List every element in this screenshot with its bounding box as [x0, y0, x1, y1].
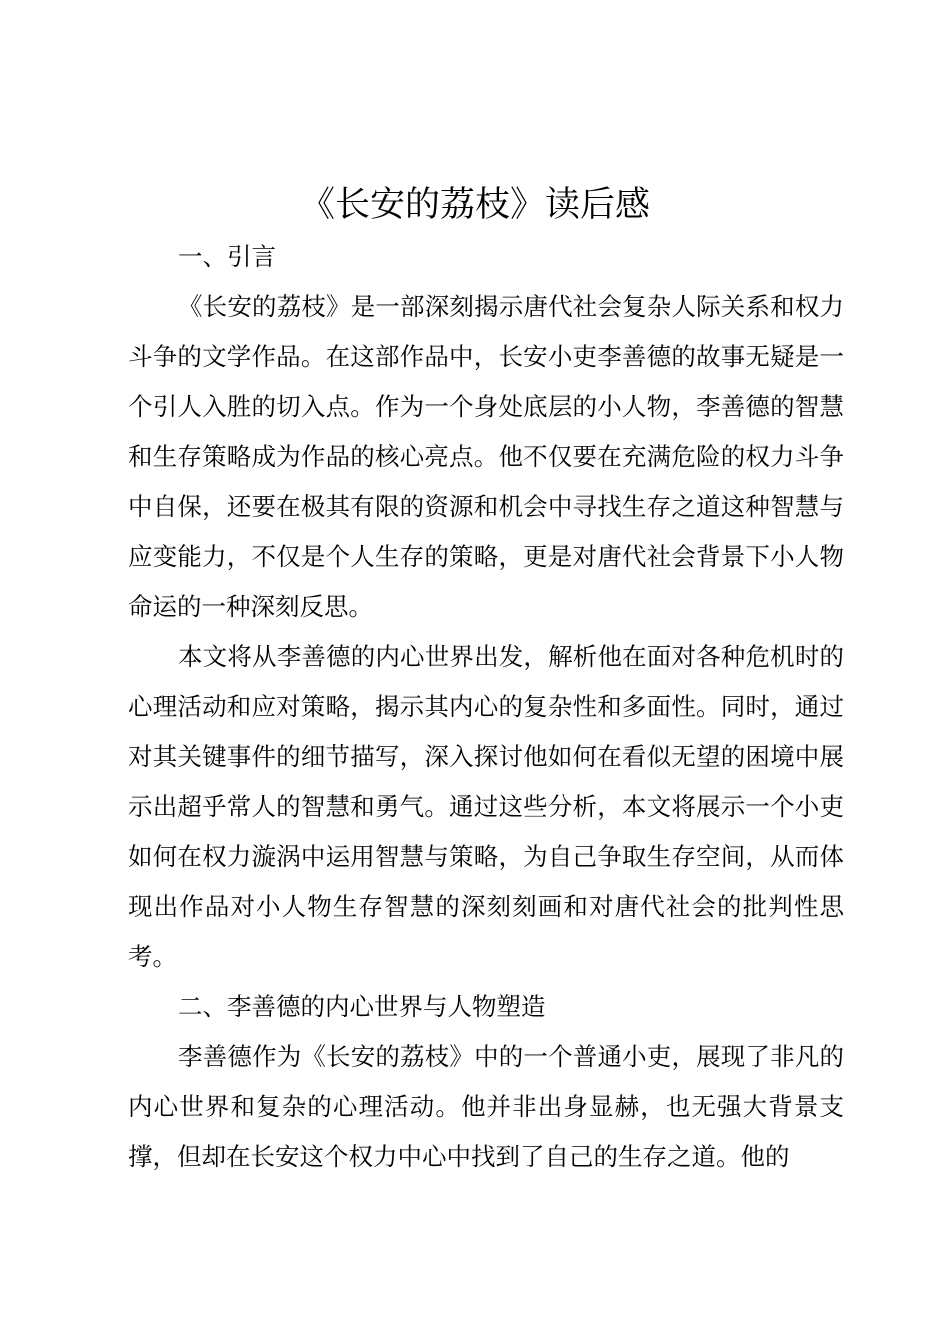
document-title: 《长安的荔枝》读后感 [299, 185, 650, 225]
body-paragraph: 李善德作为《长安的荔枝》中的一个普通小吏，展现了非凡的内心世界和复杂的心理活动。他并非出身显赫，也无强大背景支撑，但却在长安这个权力中心中找到了自己的生存之道。他的 [128, 1042, 844, 1171]
body-paragraph: 《长安的荔枝》是一部深刻揭示唐代社会复杂人际关系和权力斗争的文学作品。在这部作品中，长安小吏李善德的故事无疑是一个引人入胜的切入点。作为一个身处底层的小人物，李善德的智慧和生存策略成为作品的核心亮点。他不仅要在充满危险的权力斗争中自保，还要在极其有限的资源和机会中寻找生存之道这种智慧与应变能力，不仅是个人生存的策略，更是对唐代社会背景下小人物命运的一种深刻反思。 [128, 292, 844, 621]
body-paragraph: 本文将从李善德的内心世界出发，解析他在面对各种危机时的心理活动和应对策略，揭示其内心的复杂性和多面性。同时，通过对其关键事件的细节描写，深入探讨他如何在看似无望的困境中展示出超乎常人的智慧和勇气。通过这些分析，本文将展示一个小吏如何在权力漩涡中运用智慧与策略，为自己争取生存空间，从而体现出作品对小人物生存智慧的深刻刻画和对唐代社会的批判性思考。 [128, 642, 844, 971]
section-heading-introduction: 一、引言 [178, 242, 276, 271]
document-body [128, 232, 844, 1182]
section-heading-character: 二、李善德的内心世界与人物塑造 [178, 992, 546, 1021]
